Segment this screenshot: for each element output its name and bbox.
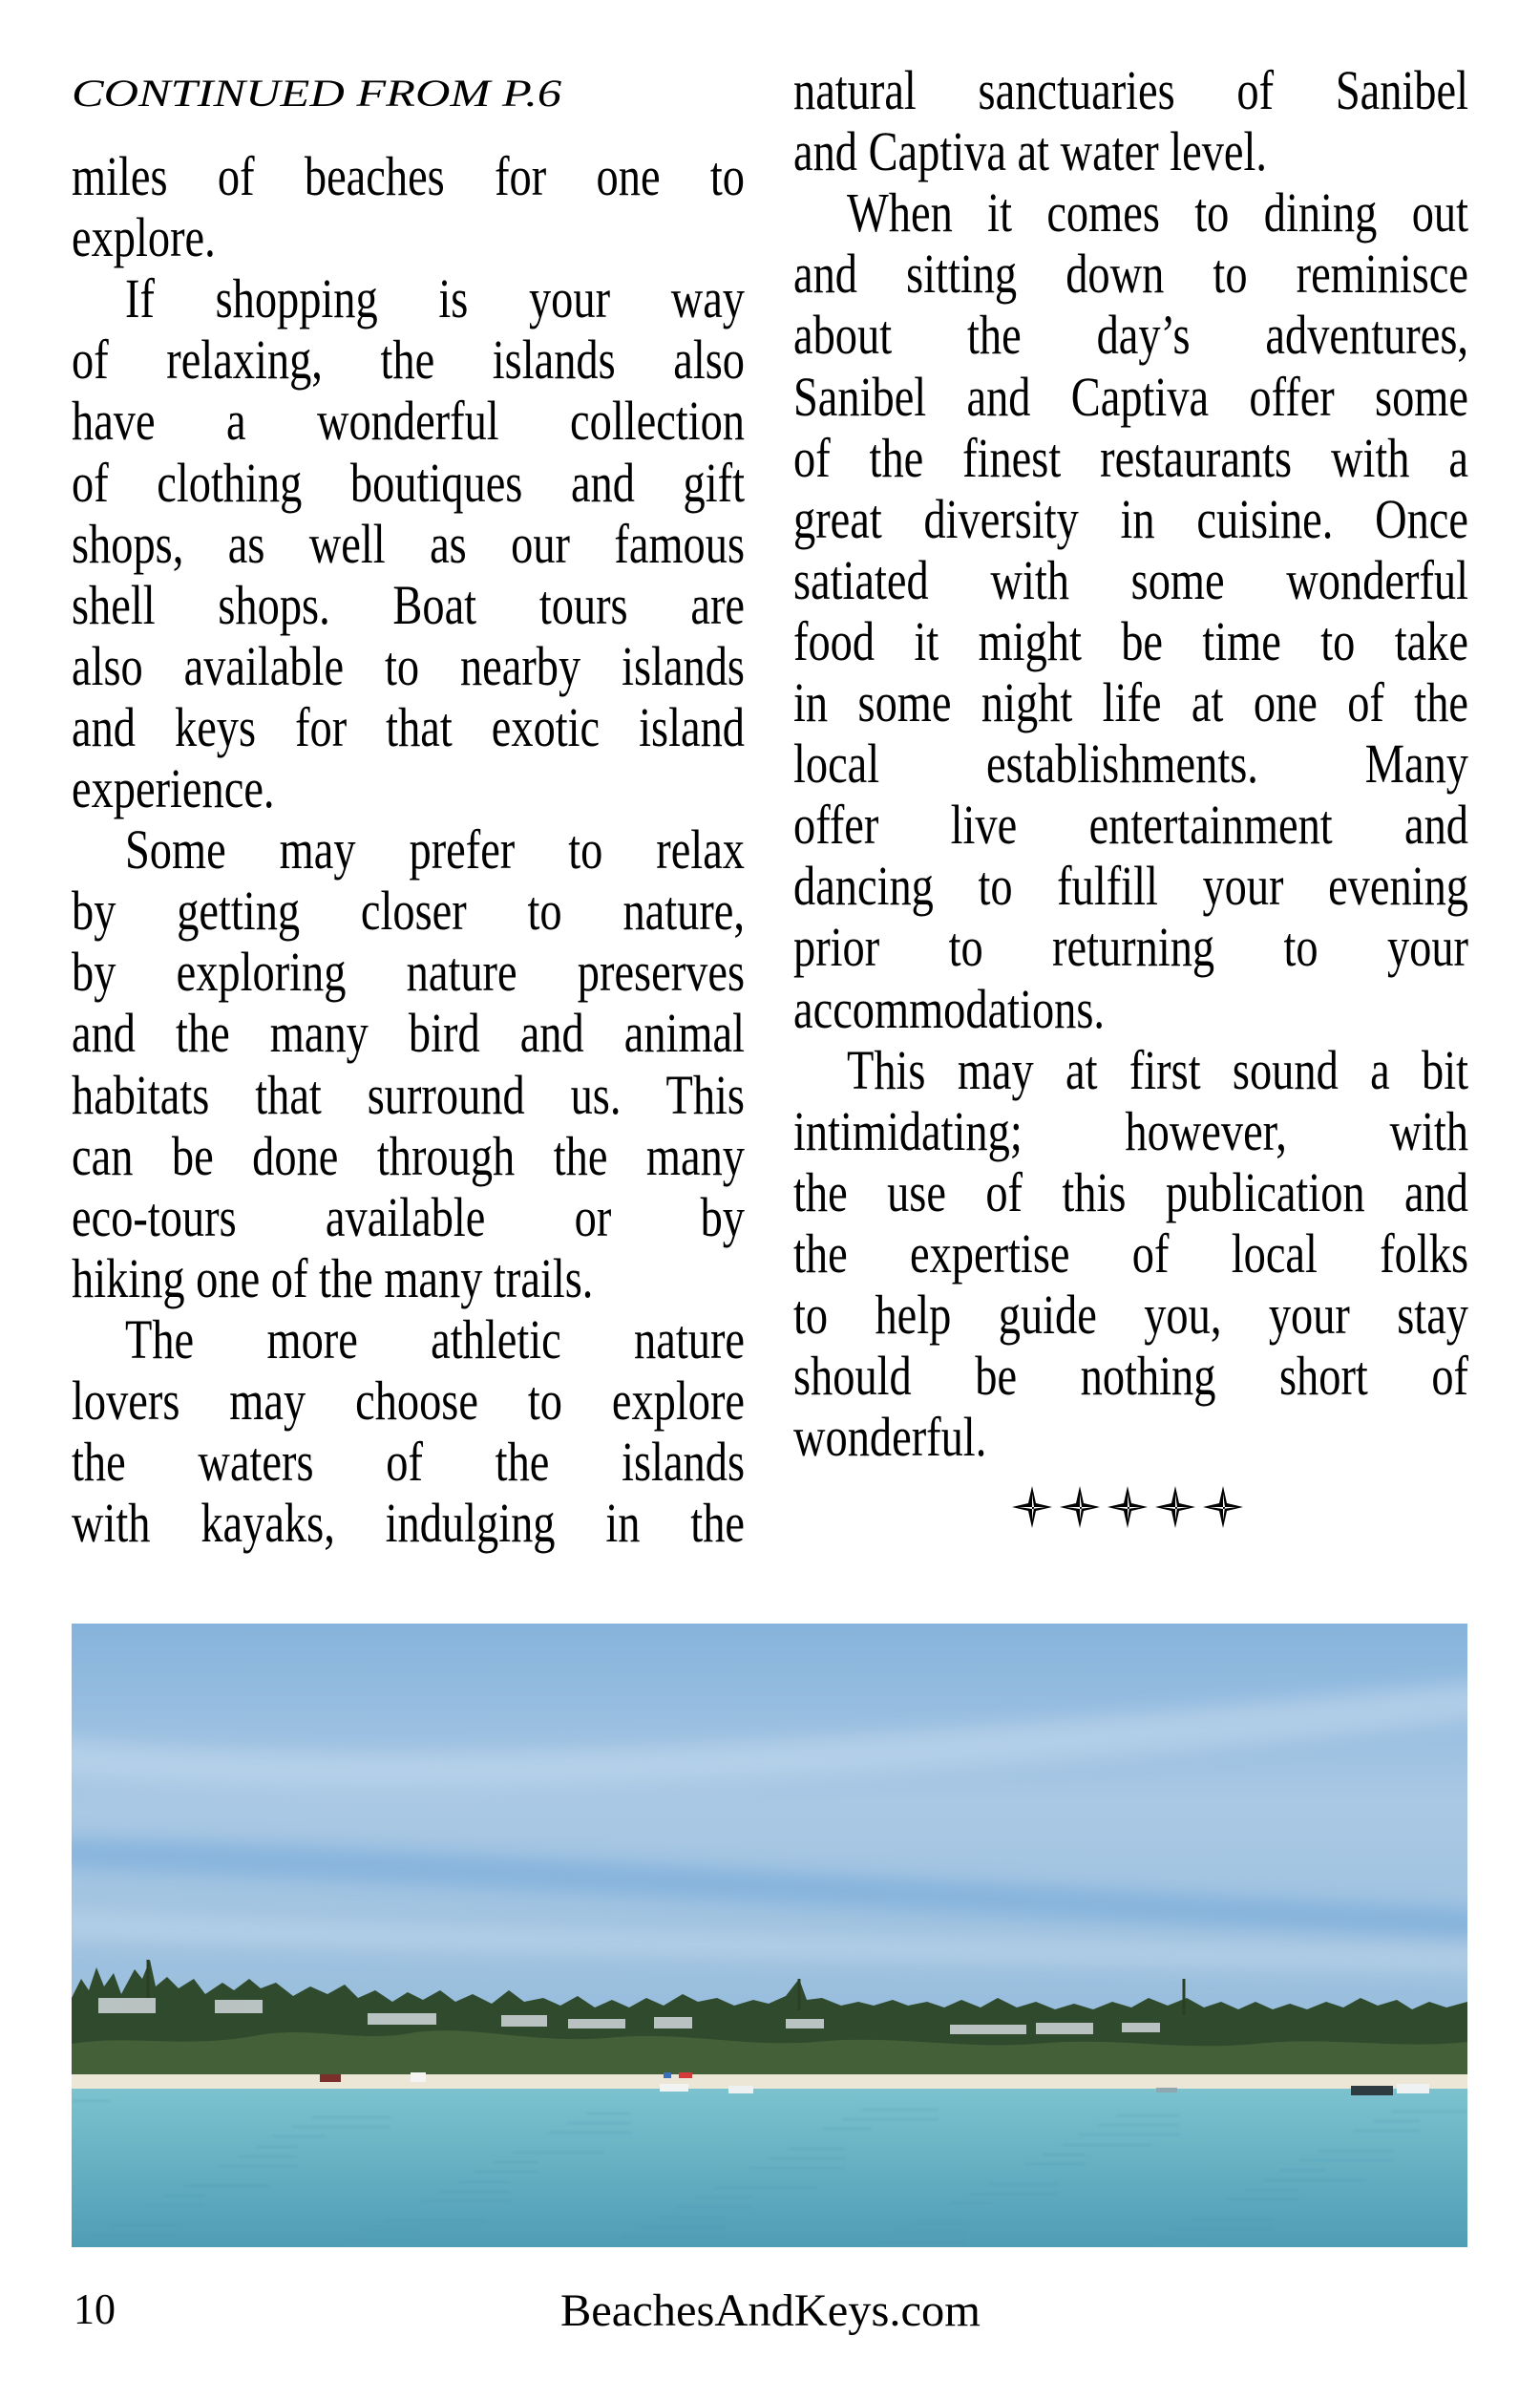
four-point-star-icon xyxy=(1203,1486,1243,1528)
article-line: about the day’s adventures, xyxy=(793,304,1468,367)
article-line: of clothing boutiques and gift xyxy=(72,451,745,514)
article-line: to help guide you, your stay xyxy=(793,1284,1468,1346)
article-line: The more athletic nature xyxy=(125,1307,745,1370)
four-point-star-icon xyxy=(1155,1486,1195,1528)
article-line: wonderful. xyxy=(793,1406,987,1469)
article-line: of relaxing, the islands also xyxy=(72,329,745,392)
article-line: experience. xyxy=(72,757,275,819)
article-line: natural sanctuaries of Sanibel xyxy=(793,59,1468,121)
article-line: should be nothing short of xyxy=(793,1345,1468,1408)
article-line: with kayaks, indulging in the xyxy=(72,1492,745,1555)
article-line: shell shops. Boat tours are xyxy=(72,573,745,636)
article-line: hiking one of the many trails. xyxy=(72,1246,594,1309)
article-line: Sanibel and Captiva offer some xyxy=(793,365,1468,428)
article-line: habitats that surround us. This xyxy=(72,1063,745,1126)
article-line: and keys for that exotic island xyxy=(72,695,745,758)
article-line: prior to returning to your xyxy=(793,916,1468,979)
end-of-article-stars xyxy=(1012,1485,1251,1529)
continued-from-label: CONTINUED FROM P.6 xyxy=(72,72,562,115)
article-line: and Captiva at water level. xyxy=(793,120,1268,183)
article-line: intimidating; however, with xyxy=(793,1099,1468,1162)
beach-shoreline-photo xyxy=(72,1624,1467,2247)
article-line: explore. xyxy=(72,206,216,269)
article-line: by exploring nature preserves xyxy=(72,941,745,1004)
article-line: miles of beaches for one to xyxy=(72,145,745,207)
article-line: and sitting down to reminisce xyxy=(793,243,1468,306)
article-line: the expertise of local folks xyxy=(793,1221,1468,1285)
article-line: great diversity in cuisine. Once xyxy=(793,487,1468,550)
article-line: food it might be time to take xyxy=(793,609,1468,672)
article-line: This may at first sound a bit xyxy=(847,1038,1468,1101)
sand-beach xyxy=(72,2074,1467,2090)
article-line: of the finest restaurants with a xyxy=(793,426,1468,489)
page-number: 10 xyxy=(74,2284,116,2333)
article-line: by getting closer to nature, xyxy=(72,880,745,943)
four-point-star-icon xyxy=(1012,1486,1052,1528)
article-line: satiated with some wonderful xyxy=(793,548,1468,611)
article-line: in some night life at one of the xyxy=(793,671,1468,733)
article-line: can be done through the many xyxy=(72,1124,745,1187)
photo-canvas xyxy=(72,1624,1467,2247)
four-point-star-icon xyxy=(1108,1486,1148,1528)
four-point-star-icon xyxy=(1060,1486,1100,1528)
article-line: have a wonderful collection xyxy=(72,390,745,453)
article-line: the use of this publication and xyxy=(793,1160,1468,1223)
article-line: the waters of the islands xyxy=(72,1431,745,1494)
article-line: If shopping is your way xyxy=(125,267,745,330)
article-line: eco-tours available or by xyxy=(72,1185,745,1248)
article-line: shops, as well as our famous xyxy=(72,512,745,575)
article-line: local establishments. Many xyxy=(793,733,1468,796)
article-line: When it comes to dining out xyxy=(847,181,1468,244)
article-line: accommodations. xyxy=(793,977,1106,1040)
article-line: dancing to fulfill your evening xyxy=(793,855,1468,918)
website-url: BeachesAndKeys.com xyxy=(560,2285,981,2336)
article-line: lovers may choose to explore xyxy=(72,1370,745,1432)
article-line: also available to nearby islands xyxy=(72,634,745,697)
article-line: offer live entertainment and xyxy=(793,794,1468,857)
article-line: Some may prefer to relax xyxy=(125,818,745,881)
article-line: and the many bird and animal xyxy=(72,1002,745,1065)
